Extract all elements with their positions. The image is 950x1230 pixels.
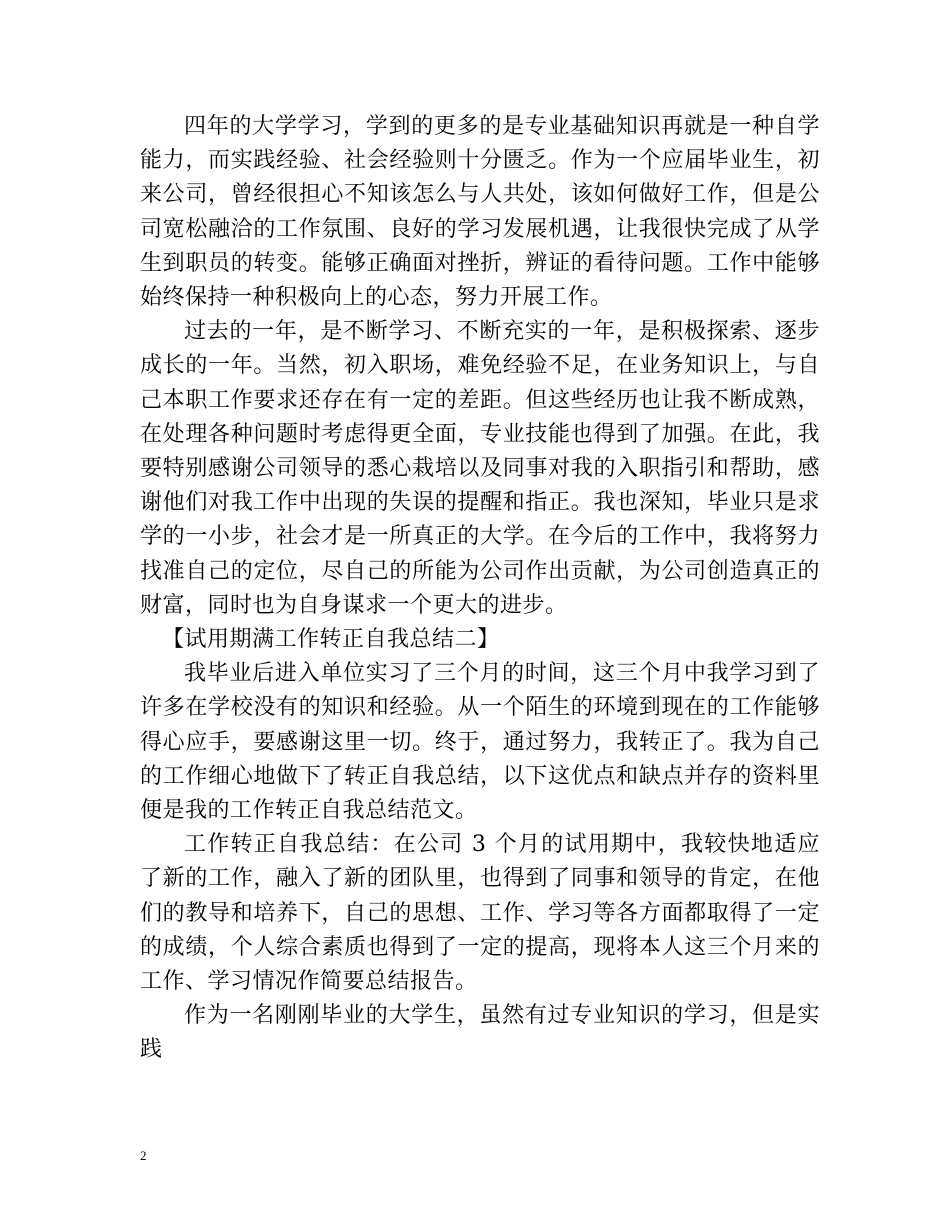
paragraph: 我毕业后进入单位实习了三个月的时间，这三个月中我学习到了许多在学校没有的知识和经验。从一个陌生的环境到现在的工作能够得心应手，要感谢这里一切。终于，通过努力，我转正了。我为自己的工作细心地做下了转正自我总结，以下这优点和缺点并存的资料里便是我的工作转正自我总结范文。	[140, 661, 820, 824]
paragraph: 工作转正自我总结：在公司 3 个月的试用期中，我较快地适应了新的工作，融入了新的团队里，也得到了同事和领导的肯定，在他们的教导和培养下，自己的思想、工作、学习等各方面都取得了一定的成绩，个人综合素质也得到了一定的提高，现将本人这三个月来的工作、学习情况作简要总结报告。	[140, 832, 820, 995]
paragraph: 四年的大学学习，学到的更多的是专业基础知识再就是一种自学能力，而实践经验、社会经验则十分匮乏。作为一个应届毕业生，初来公司，曾经很担心不知该怎么与人共处，该如何做好工作，但是公司宽松融洽的工作氛围、良好的学习发展机遇，让我很快完成了从学生到职员的转变。能够正确面对挫折，辨证的看待问题。工作中能够始终保持一种积极向上的心态，努力开展工作。	[140, 114, 820, 311]
section-heading: 【试用期满工作转正自我总结二】	[162, 627, 500, 653]
page-number: 2	[140, 1148, 147, 1163]
document-body	[140, 110, 820, 1068]
paragraph: 过去的一年，是不断学习、不断充实的一年，是积极探索、逐步成长的一年。当然，初入职场，难免经验不足，在业务知识上，与自己本职工作要求还存在有一定的差距。但这些经历也让我不断成熟，在处理各种问题时考虑得更全面，专业技能也得到了加强。在此，我要特别感谢公司领导的悉心栽培以及同事对我的入职指引和帮助，感谢他们对我工作中出现的失误的提醒和指正。我也深知，毕业只是求学的一小步，社会才是一所真正的大学。在今后的工作中，我将努力找准自己的定位，尽自己的所能为公司作出贡献，为公司创造真正的财富，同时也为自身谋求一个更大的进步。	[140, 319, 820, 618]
paragraph: 作为一名刚刚毕业的大学生，虽然有过专业知识的学习，但是实践	[140, 1003, 820, 1063]
